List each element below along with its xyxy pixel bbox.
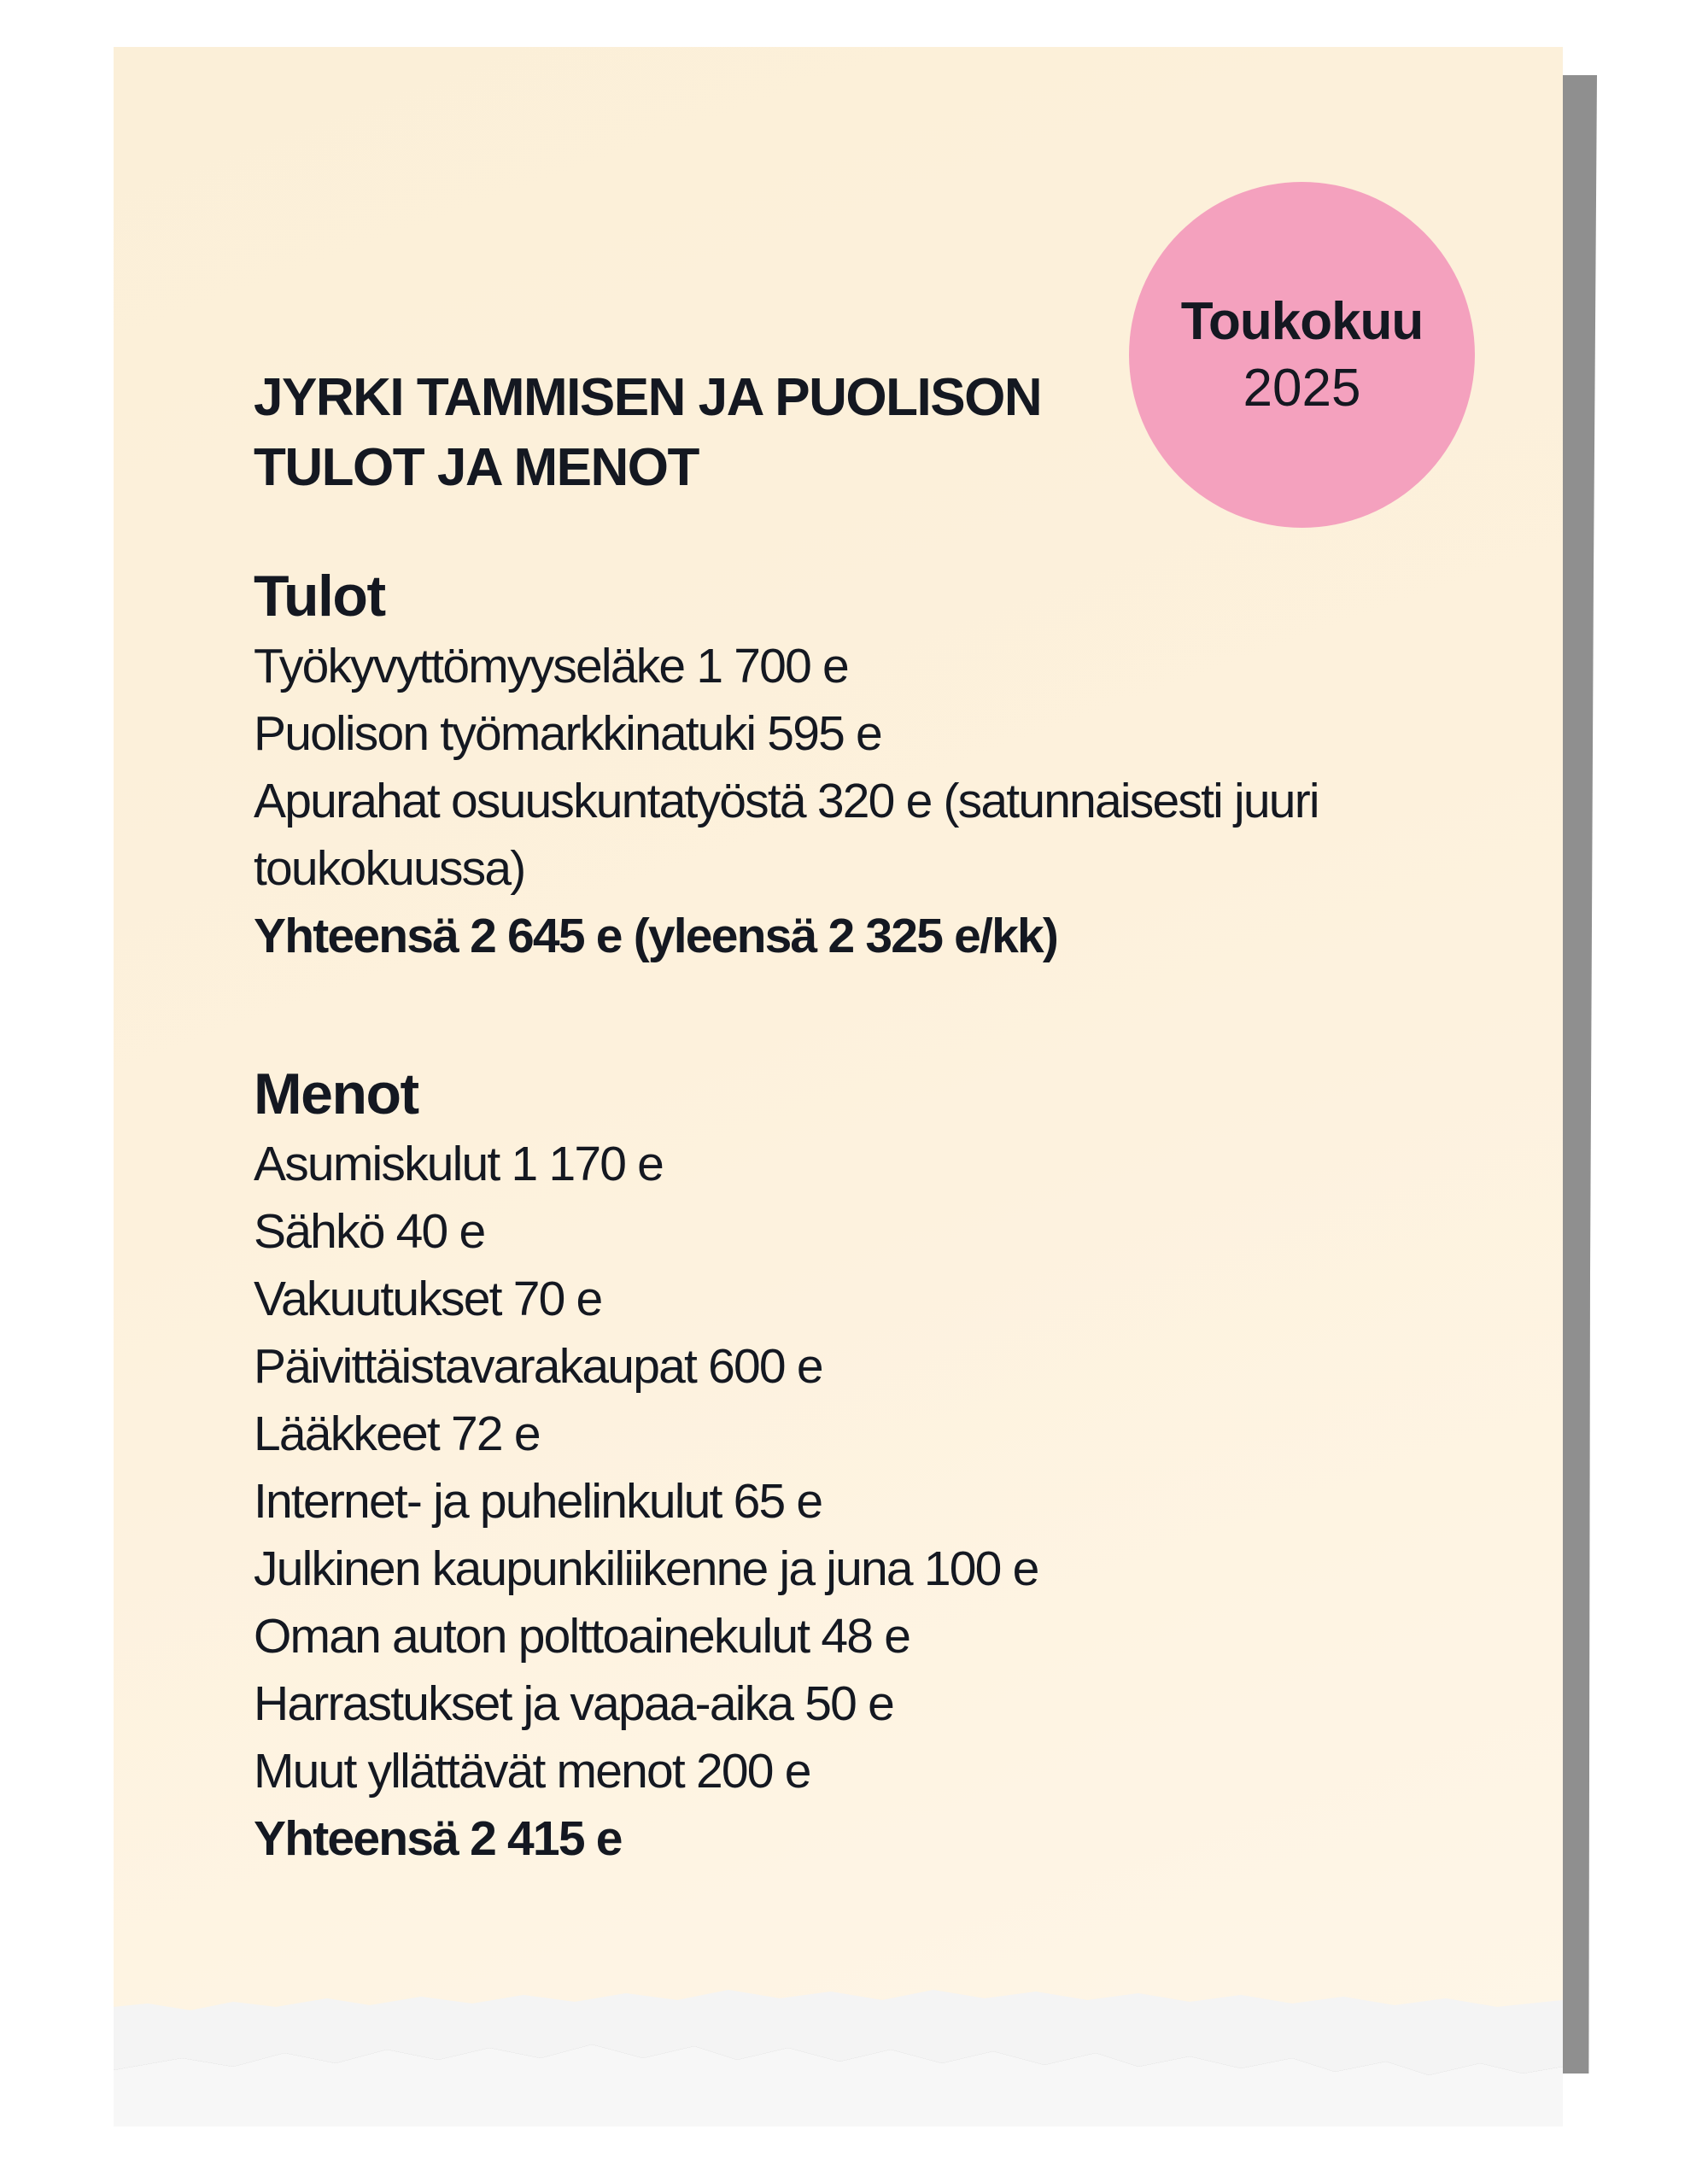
income-item: Apurahat osuuskuntatyöstä 320 e (satunnaisesti juuri toukokuussa) — [254, 774, 1319, 896]
expenses-section — [254, 1057, 1364, 1873]
income-section — [254, 559, 1364, 970]
expense-item: Lääkkeet 72 e — [254, 1407, 540, 1461]
month-badge — [1129, 182, 1475, 528]
expenses-heading: Menot — [254, 1062, 418, 1126]
expenses-total: Yhteensä 2 415 e — [254, 1811, 622, 1866]
expense-item: Oman auton polttoainekulut 48 e — [254, 1609, 910, 1664]
income-item: Työkyvyttömyyseläke 1 700 e — [254, 639, 848, 693]
expense-item: Päivittäistavarakaupat 600 e — [254, 1339, 822, 1394]
expense-item: Muut yllättävät menot 200 e — [254, 1744, 810, 1799]
title-line-1: JYRKI TAMMISEN JA PUOLISON — [254, 368, 1042, 427]
page-title — [254, 363, 1073, 503]
badge-month: Toukokuu — [1180, 291, 1424, 351]
torn-paper-edge — [114, 1939, 1563, 2126]
expense-item: Sähkö 40 e — [254, 1204, 485, 1259]
expense-item: Julkinen kaupunkiliikenne ja juna 100 e — [254, 1541, 1038, 1596]
income-heading: Tulot — [254, 564, 385, 629]
expense-item: Vakuutukset 70 e — [254, 1272, 602, 1326]
income-total: Yhteensä 2 645 e (yleensä 2 325 e/kk) — [254, 909, 1058, 963]
income-item: Puolison työmarkkinatuki 595 e — [254, 706, 881, 761]
expense-item: Harrastukset ja vapaa-aika 50 e — [254, 1676, 893, 1731]
expense-item: Internet- ja puhelinkulut 65 e — [254, 1474, 822, 1529]
paper-note — [114, 47, 1563, 2126]
badge-year: 2025 — [1243, 358, 1361, 418]
title-line-2: TULOT JA MENOT — [254, 438, 699, 497]
expense-item: Asumiskulut 1 170 e — [254, 1137, 664, 1191]
